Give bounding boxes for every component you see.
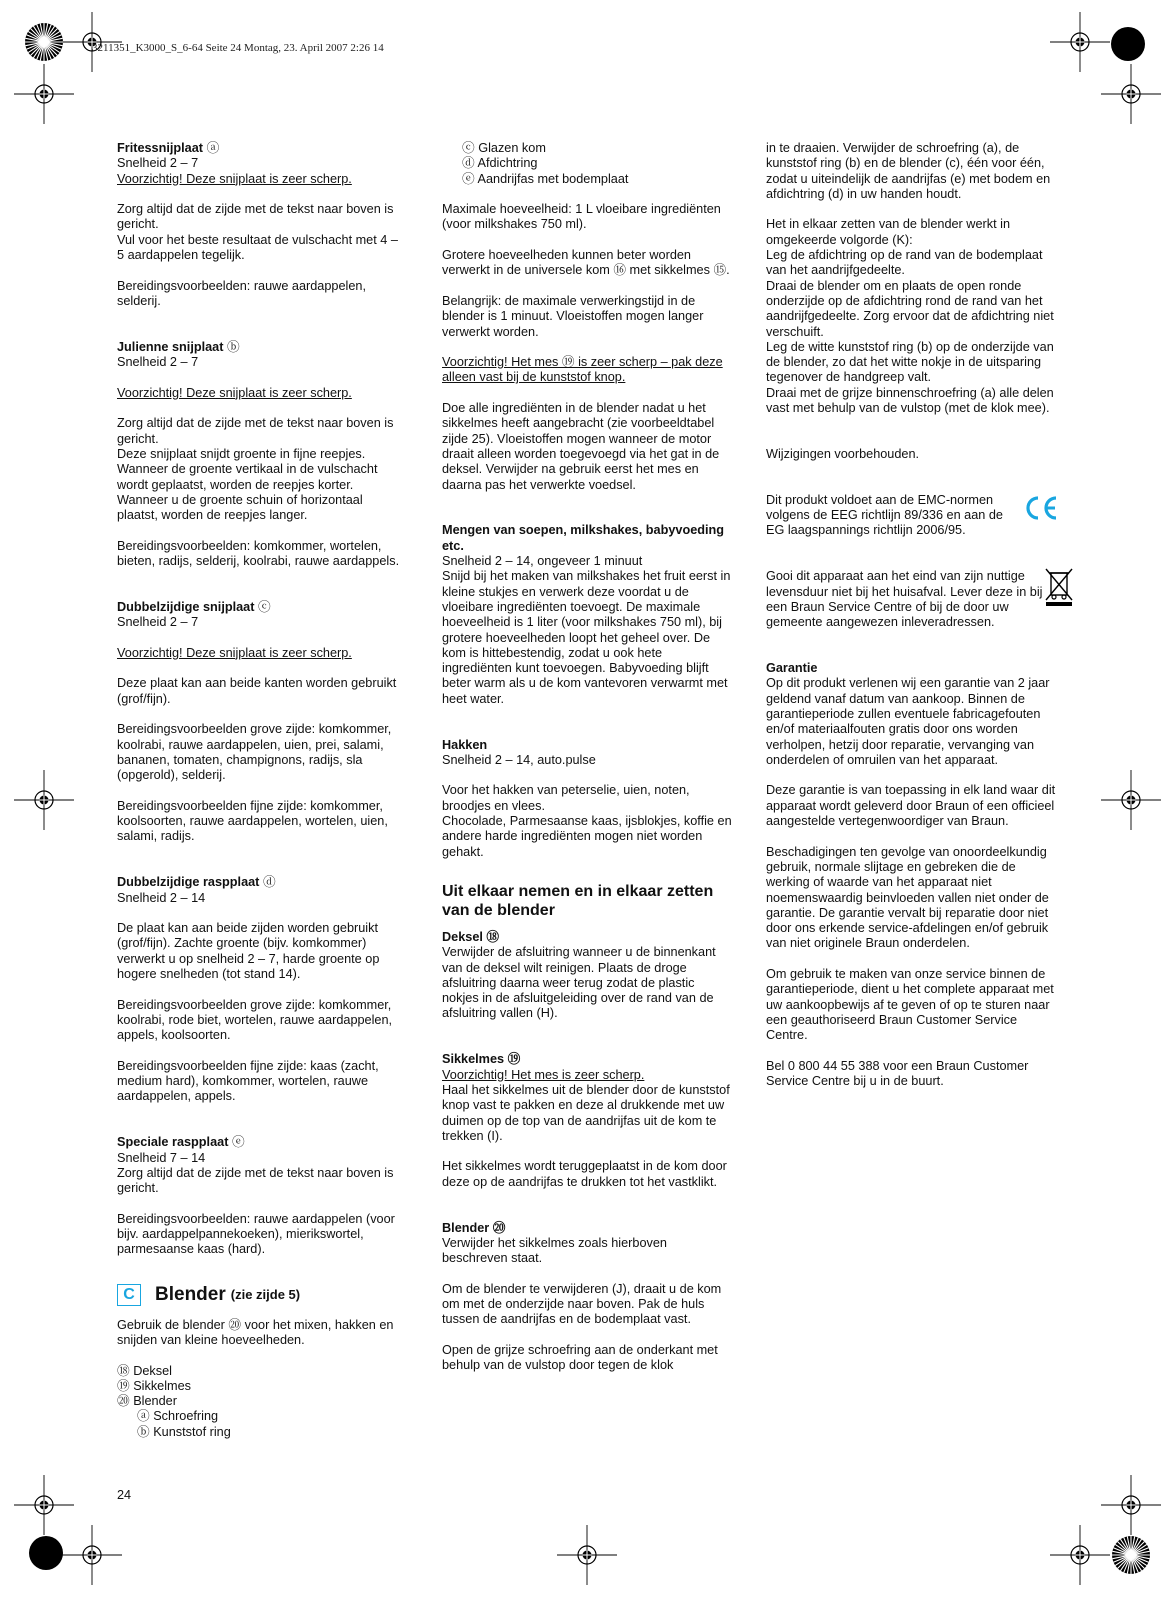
caution: Voorzichtig! Deze snijplaat is zeer scherp. <box>117 385 352 400</box>
wheelie-bin-crossed-icon <box>1044 567 1074 607</box>
paragraph: Draai met de grijze binnenschroefring (a) alle delen vast met behulp van de vulstop (met de klok mee). <box>766 385 1054 416</box>
paragraph: Om gebruik te maken van onze service binnen de garantieperiode, dient u het complete apparaat met uw aankoopbewijs af te geven of op te sturen naar een geauthoriseerd Braun Customer Service Centre. <box>766 967 1054 1043</box>
list-item: ⑳ Blender <box>117 1394 177 1409</box>
heading-mengen: Mengen van soepen, milkshakes, babyvoeding etc. <box>442 523 725 553</box>
list-item: ⑱ Deksel <box>117 1363 172 1378</box>
paragraph: Bereidingsvoorbeelden: rauwe aardappelen (voor bijv. aardappelpannekoeken), mierikswortel, parmesaanse kaas (hard). <box>117 1211 395 1257</box>
heading-julienne: Julienne snijplaat ⓑ <box>117 339 240 354</box>
heading-dubbel-snijplaat: Dubbelzijdige snijplaat ⓒ <box>117 599 271 614</box>
paragraph: in te draaien. Verwijder de schroefring (a), de kunststof ring (b) en de blender (c), één voor één, zodat u uiteindelijk de aandrijfas (e) met bodem en afdichtring (d) in uw handen houdt. <box>766 141 1051 201</box>
list-item: ⓓ Afdichtring <box>462 156 538 171</box>
caution: Voorzichtig! Deze snijplaat is zeer scherp. <box>117 645 352 660</box>
paragraph: Vul voor het beste resultaat de vulschacht met 4 – 5 aardappelen tegelijk. <box>117 232 398 263</box>
paragraph: Deze plaat kan aan beide kanten worden gebruikt (grof/fijn). <box>117 676 397 706</box>
paragraph: Om de blender te verwijderen (J), draait u de kom om met de onderzijde naar boven. Pak de huls tussen de aandrijfas en de bodemplaat vast. <box>442 1281 722 1327</box>
emc-notice <box>766 493 1060 539</box>
speed: Snelheid 2 – 7 <box>117 615 199 630</box>
paragraph: Leg de afdichtring op de rand van de bodemplaat van het aandrijfgedeelte. <box>766 248 1043 278</box>
caution: Voorzichtig! Het mes is zeer scherp. <box>442 1067 645 1082</box>
disposal-notice <box>766 569 1060 630</box>
paragraph: Het in elkaar zetten van de blender werkt in omgekeerde volgorde (K): <box>766 217 1011 247</box>
paragraph: Bereidingsvoorbeelden: komkommer, wortelen, bieten, radijs, selderij, koolrabi, rauwe aardappels. <box>117 538 400 569</box>
heading-deksel: Deksel ⑱ <box>442 929 500 944</box>
paragraph: Dit produkt voldoet aan de EMC-normen volgens de EEG richtlijn 89/336 en aan de EG laagspannings richtlijn 2006/95. <box>766 492 1003 538</box>
paragraph: Verwijder het sikkelmes zoals hierboven beschreven staat. <box>442 1235 667 1266</box>
list-item: ⓑ Kunststof ring <box>137 1424 231 1439</box>
paragraph: Gooi dit apparaat aan het eind van zijn nuttige levensduur niet bij het huisafval. Lever deze in bij een Braun Service Centre of bij de door uw gemeente aangewezen inleveradressen. <box>766 569 1043 630</box>
paragraph: Zorg altijd dat de zijde met de tekst naar boven is gericht. <box>117 1165 394 1196</box>
section-letter-badge: C <box>117 1284 141 1306</box>
heading-blender: Blender ⑳ <box>442 1220 506 1235</box>
paragraph: Verwijder de afsluitring wanneer u de binnenkant van de deksel wilt reinigen. Plaats de droge afsluitring daarna weer terug zodat de plastic nokjes in de afsluitgeleiding over de rand van de afsluitring vallen (H). <box>442 945 716 1021</box>
heading-sikkelmes: Sikkelmes ⑲ <box>442 1052 521 1067</box>
paragraph: Snijd bij het maken van milkshakes het fruit eerst in kleine stukjes en verwerk deze voordat u de vloeibare ingrediënten toevoegt. De maximale hoeveelheid is 1 liter (voor milkshakes 750 ml), bij grotere hoeveelheden loopt het geheel over. De kom is hittebestendig, zodat u ook hete ingrediënten kunt toevoegen. Babyvoeding blijft beter warm als u de kom vantevoren verwarmt met heet water. <box>442 569 731 706</box>
list-item: ⓔ Aandrijfas met bodemplaat <box>462 171 629 186</box>
paragraph: Belangrijk: de maximale verwerkingstijd in de blender is 1 minuut. Vloeistoffen mogen langer verwerkt worden. <box>442 293 704 339</box>
section-subtitle: (zie zijde 5) <box>230 1287 301 1303</box>
caution: Voorzichtig! Deze snijplaat is zeer scherp. <box>117 171 352 186</box>
paragraph: Deze snijplaat snijdt groente in fijne reepjes. Wanneer de groente vertikaal in de vulschacht wordt geplaatst, worden de reepjes korter. Wanneer u de groente schuin of horizontaal plaatst, worden de reepjes langer. <box>117 446 378 523</box>
column-3 <box>766 141 1060 1105</box>
paragraph: Voor het hakken van peterselie, uien, noten, broodjes en vlees. <box>442 783 690 813</box>
paragraph: Doe alle ingrediënten in de blender nadat u het sikkelmes heeft aangebracht (zie voorbeeldtabel zijde 25). Vloeistoffen mogen wanneer de motor draait alleen worden toegevoegd via het gat in de deksel. Verwijder na gebruik eerst het mes en daarna pas het verwerkte voedsel. <box>442 401 720 492</box>
heading-uit-elkaar: Uit elkaar nemen en in elkaar zetten van de blender <box>442 882 714 919</box>
paragraph: Bereidingsvoorbeelden grove zijde: komkommer, koolrabi, rode biet, wortelen, rauwe aardappelen, appels, koolsoorten. <box>117 997 393 1043</box>
paragraph: Bereidingsvoorbeelden grove zijde: komkommer, koolrabi, rauwe aardappelen, uien, prei, salami, bananen, tomaten, champignons, radijs, sla (opgerold), selderij. <box>117 722 392 783</box>
column-1 <box>117 141 407 1440</box>
print-slug: 3211351_K3000_S_6-64 Seite 24 Montag, 23. April 2007 2:26 14 <box>92 42 384 54</box>
paragraph: Bereidingsvoorbeelden: rauwe aardappelen, selderij. <box>117 278 366 308</box>
speed: Snelheid 2 – 14, ongeveer 1 minuut <box>442 554 643 569</box>
paragraph: Maximale hoeveelheid: 1 L vloeibare ingrediënten (voor milkshakes 750 ml). <box>442 202 721 232</box>
paragraph: Leg de witte kunststof ring (b) op de onderzijde van de blender, zo dat het witte nokje in de uitsparing tegenover de handgreep valt. <box>766 339 1054 385</box>
paragraph: Zorg altijd dat de zijde met de tekst naar boven is gericht. <box>117 416 394 446</box>
paragraph: Op dit produkt verlenen wij een garantie van 2 jaar geldend vanaf datum van aankoop. Binnen de garantieperiode zullen eventuele fabricagefouten en/of materiaalfouten gratis door ons worden verholpen, hetzij door reparatie, vervanging van onderdelen of omruilen van het apparaat. <box>766 676 1050 767</box>
paragraph: Bereidingsvoorbeelden fijne zijde: komkommer, koolsoorten, rauwe aardappelen, wortelen, uien, salami, radijs. <box>117 798 388 844</box>
speed: Snelheid 2 – 14, auto.pulse <box>442 752 596 767</box>
page-number: 24 <box>117 1488 132 1502</box>
heading-dubbel-raspplaat: Dubbelzijdige raspplaat ⓓ <box>117 875 276 890</box>
column-2 <box>442 141 734 1374</box>
paragraph: Haal het sikkelmes uit de blender door de kunststof knop vast te pakken en deze al drukkende met uw duimen op de top van de aandrijfas uit de kom te trekken (I). <box>442 1082 730 1143</box>
paragraph: Wijzigingen voorbehouden. <box>766 446 920 461</box>
list-item: ⓒ Glazen kom <box>462 141 546 155</box>
paragraph: Open de grijze schroefring aan de onderkant met behulp van de vulstop door tegen de klok <box>442 1342 718 1373</box>
paragraph: Bereidingsvoorbeelden fijne zijde: kaas (zacht, medium hard), komkommer, wortelen, rauwe aardappelen, appels. <box>117 1058 379 1104</box>
paragraph: Beschadigingen ten gevolge van onoordeelkundig gebruik, normale slijtage en gebreken die de werking of waarde van het apparaat niet noemenswaardig beinvloeden vallen niet onder de garantie. De garantie vervalt bij reparatie door niet door ons erkende service-afdelingen en/of gebruik van niet originele Braun onderdelen. <box>766 844 1049 951</box>
paragraph: Draai de blender om en plaats de open ronde onderzijde op de afdichtring rond de rand van het aandrijfgedeelte. Zorg ervoor dat de afdichtring niet verschuift. <box>766 278 1054 339</box>
heading-hakken: Hakken <box>442 737 488 752</box>
section-blender-heading <box>117 1284 407 1306</box>
heading-garantie: Garantie <box>766 661 818 676</box>
speed: Snelheid 2 – 7 <box>117 156 199 171</box>
speed: Snelheid 7 – 14 <box>117 1150 206 1165</box>
caution: Voorzichtig! Het mes ⑲ is zeer scherp – pak deze alleen vast bij de kunststof knop. <box>442 355 723 385</box>
heading-speciale-raspplaat: Speciale raspplaat ⓔ <box>117 1135 245 1150</box>
paragraph: Gebruik de blender ⑳ voor het mixen, hakken en snijden van kleine hoeveelheden. <box>117 1317 394 1347</box>
list-item: ⓐ Schroefring <box>137 1409 219 1424</box>
list-item: ⑲ Sikkelmes <box>117 1378 192 1393</box>
speed: Snelheid 2 – 7 <box>117 355 199 370</box>
speed: Snelheid 2 – 14 <box>117 890 206 905</box>
heading-fritessnijplaat: Fritessnijplaat ⓐ <box>117 141 220 155</box>
paragraph: Het sikkelmes wordt teruggeplaatst in de kom door deze op de aandrijfas te drukken tot het vastklikt. <box>442 1159 727 1189</box>
paragraph: Deze garantie is van toepassing in elk land waar dit apparaat wordt geleverd door Braun of een officieel aangestelde vertegenwoordiger van Braun. <box>766 783 1056 829</box>
paragraph: Grotere hoeveelheden kunnen beter worden verwerkt in de universele kom ⑯ met sikkelmes ⑮. <box>442 248 730 278</box>
ce-mark-icon <box>1022 493 1060 523</box>
section-title: Blender <box>155 1284 226 1306</box>
paragraph: Chocolade, Parmesaanse kaas, ijsblokjes, koffie en andere harde ingrediënten mogen niet worden gehakt. <box>442 814 732 859</box>
paragraph: Zorg altijd dat de zijde met de tekst naar boven is gericht. <box>117 202 394 232</box>
paragraph: Bel 0 800 44 55 388 voor een Braun Customer Service Centre bij u in de buurt. <box>766 1058 1029 1089</box>
paragraph: De plaat kan aan beide zijden worden gebruikt (grof/fijn). Zachte groente (bijv. komkommer) verwerkt u op snelheid 2 – 7, harde groente op hogere snelheden (tot stand 14). <box>117 921 380 982</box>
